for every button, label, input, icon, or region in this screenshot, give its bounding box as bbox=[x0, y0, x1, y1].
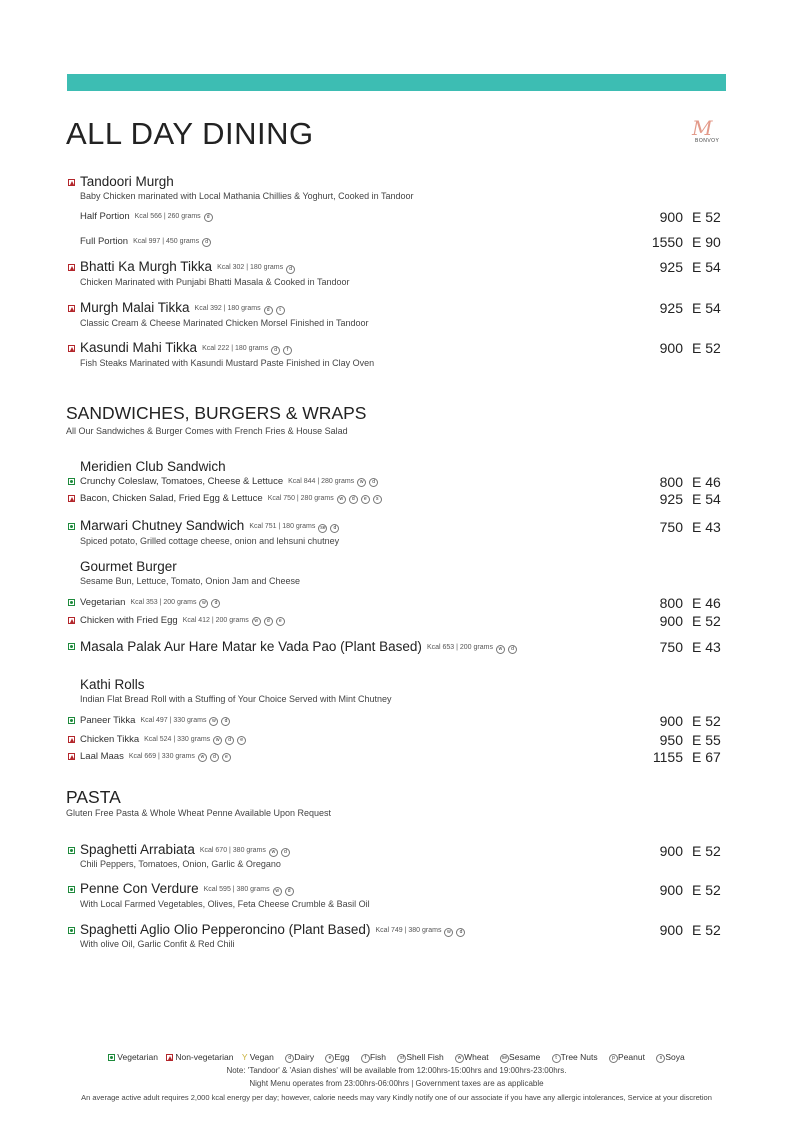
item-desc: Classic Cream & Cheese Marinated Chicken Morsel Finished in Tandoor bbox=[80, 318, 369, 328]
veg-icon bbox=[68, 927, 75, 934]
legend-label: Wheat bbox=[464, 1052, 489, 1062]
veg-icon bbox=[68, 886, 75, 893]
option-name: Laal Maas bbox=[80, 751, 124, 762]
non-veg-icon bbox=[68, 736, 75, 743]
header-accent-bar bbox=[67, 74, 726, 91]
wheat-icon: w bbox=[273, 887, 282, 896]
item-name: Marwari Chutney Sandwich bbox=[80, 518, 245, 533]
dairy-icon: d bbox=[369, 478, 378, 487]
kcal-info: Kcal 524 | 330 grams bbox=[144, 736, 211, 743]
option-name: Full Portion bbox=[80, 236, 129, 247]
legend-label: Tree Nuts bbox=[560, 1052, 598, 1062]
veg-icon bbox=[68, 847, 75, 854]
kcal-info: Kcal 222 | 180 grams bbox=[202, 345, 269, 352]
dairy-icon: d bbox=[221, 717, 230, 726]
item-name: Bhatti Ka Murgh Tikka bbox=[80, 259, 213, 274]
kcal-info: Kcal 497 | 330 grams bbox=[140, 717, 207, 724]
legend-label: Shell Fish bbox=[406, 1052, 444, 1062]
egg-icon: e bbox=[222, 753, 231, 762]
option-name: Chicken Tikka bbox=[80, 734, 140, 745]
item-name-row bbox=[80, 842, 290, 857]
price-eur: E 54 bbox=[692, 300, 721, 316]
wheat-icon: w bbox=[337, 495, 346, 504]
price-eur: E 52 bbox=[692, 922, 721, 938]
price-inr: 750 bbox=[659, 519, 683, 535]
price-inr: 900 bbox=[659, 882, 683, 898]
section-title: SANDWICHES, BURGERS & WRAPS bbox=[66, 403, 367, 423]
kcal-info: Kcal 302 | 180 grams bbox=[217, 264, 284, 271]
tree-nuts-icon: t bbox=[552, 1054, 561, 1063]
dairy-icon: d bbox=[210, 753, 219, 762]
item-name-row bbox=[80, 922, 465, 937]
price-inr: 900 bbox=[659, 922, 683, 938]
veg-icon bbox=[68, 599, 75, 606]
non-veg-icon bbox=[166, 1054, 173, 1061]
price-inr: 900 bbox=[659, 340, 683, 356]
option-name: Bacon, Chicken Salad, Fried Egg & Lettuce bbox=[80, 493, 263, 504]
item-name: Gourmet Burger bbox=[80, 559, 177, 574]
dairy-icon: d bbox=[202, 238, 211, 247]
dietary-legend bbox=[0, 1052, 793, 1063]
legend-label: Dairy bbox=[294, 1052, 315, 1062]
kcal-info: Kcal 595 | 380 grams bbox=[203, 886, 270, 893]
price-inr: 750 bbox=[659, 639, 683, 655]
dairy-icon: d bbox=[204, 213, 213, 222]
veg-icon bbox=[68, 523, 75, 530]
kcal-info: Kcal 669 | 330 grams bbox=[128, 753, 195, 760]
kcal-info: Kcal 412 | 200 grams bbox=[182, 617, 249, 624]
veg-icon bbox=[108, 1054, 115, 1061]
veg-icon bbox=[68, 478, 75, 485]
dairy-icon: d bbox=[456, 928, 465, 937]
price-eur: E 52 bbox=[692, 340, 721, 356]
dairy-icon: d bbox=[211, 599, 220, 608]
wheat-icon: w bbox=[496, 645, 505, 654]
sesame-icon: se bbox=[320, 525, 326, 531]
price-eur: E 52 bbox=[692, 713, 721, 729]
item-name: Spaghetti Aglio Olio Pepperoncino (Plant Based) bbox=[80, 922, 371, 937]
kcal-info: Kcal 353 | 200 grams bbox=[130, 599, 197, 606]
wheat-icon: w bbox=[199, 599, 208, 608]
price-eur: E 43 bbox=[692, 519, 721, 535]
item-desc: With Local Farmed Vegetables, Olives, Feta Cheese Crumble & Basil Oil bbox=[80, 899, 370, 909]
item-desc: Sesame Bun, Lettuce, Tomato, Onion Jam and Cheese bbox=[80, 576, 300, 586]
item-name: Penne Con Verdure bbox=[80, 881, 199, 896]
legend-label: Vegetarian bbox=[117, 1052, 158, 1062]
legend-label: Egg bbox=[334, 1052, 350, 1062]
wheat-icon: w bbox=[213, 736, 222, 745]
dairy-icon: d bbox=[508, 645, 517, 654]
option-row bbox=[80, 734, 246, 745]
wheat-icon: w bbox=[455, 1054, 464, 1063]
price-eur: E 54 bbox=[692, 259, 721, 275]
item-desc: Baby Chicken marinated with Local Mathania Chillies & Yoghurt, Cooked in Tandoor bbox=[80, 191, 414, 201]
legend-label: Non-vegetarian bbox=[175, 1052, 234, 1062]
price-eur: E 52 bbox=[692, 209, 721, 225]
peanut-icon: p bbox=[609, 1054, 618, 1063]
kcal-info: Kcal 751 | 180 grams bbox=[249, 523, 316, 530]
egg-icon: e bbox=[325, 1054, 334, 1063]
option-name: Half Portion bbox=[80, 211, 130, 222]
item-desc: Indian Flat Bread Roll with a Stuffing of Your Choice Served with Mint Chutney bbox=[80, 694, 392, 704]
dairy-icon: d bbox=[330, 524, 339, 533]
wheat-icon: w bbox=[198, 753, 207, 762]
dairy-icon: d bbox=[285, 1054, 294, 1063]
item-desc: Chili Peppers, Tomatoes, Onion, Garlic & Oregano bbox=[80, 859, 281, 869]
dairy-icon: d bbox=[264, 617, 273, 626]
item-desc: Chicken Marinated with Punjabi Bhatti Masala & Cooked in Tandoor bbox=[80, 277, 350, 287]
kcal-info: Kcal 749 | 380 grams bbox=[375, 927, 442, 934]
price-inr: 900 bbox=[659, 713, 683, 729]
non-veg-icon bbox=[68, 495, 75, 502]
price-inr: 1550 bbox=[651, 234, 683, 250]
sesame-icon: se bbox=[501, 1055, 508, 1061]
tree-nuts-icon: t bbox=[276, 306, 285, 315]
option-row bbox=[80, 615, 285, 626]
kcal-info: Kcal 392 | 180 grams bbox=[194, 305, 261, 312]
price-eur: E 90 bbox=[692, 234, 721, 250]
legend-label: Sesame bbox=[509, 1052, 541, 1062]
dairy-icon: d bbox=[281, 848, 290, 857]
item-name: Meridien Club Sandwich bbox=[80, 459, 226, 474]
note-line: Note: 'Tandoor' & 'Asian dishes' will be available from 12:00hrs-15:00hrs and 19:00hrs-23:00hrs. bbox=[226, 1066, 567, 1075]
item-desc: Spiced potato, Grilled cottage cheese, onion and lehsuni chutney bbox=[80, 536, 340, 546]
option-row bbox=[80, 597, 220, 608]
item-name: Masala Palak Aur Hare Matar ke Vada Pao (Plant Based) bbox=[80, 639, 422, 654]
item-name-row bbox=[80, 300, 285, 315]
non-veg-icon bbox=[68, 305, 75, 312]
price-eur: E 52 bbox=[692, 882, 721, 898]
price-eur: E 43 bbox=[692, 639, 721, 655]
option-row bbox=[80, 211, 213, 222]
item-name: Kasundi Mahi Tikka bbox=[80, 340, 198, 355]
page-title: ALL DAY DINING bbox=[66, 116, 314, 151]
price-inr: 800 bbox=[659, 474, 683, 490]
egg-icon: e bbox=[361, 495, 370, 504]
legend-label: Fish bbox=[369, 1052, 387, 1062]
price-eur: E 54 bbox=[692, 491, 721, 507]
option-row bbox=[80, 476, 378, 487]
vegan-icon: Y bbox=[241, 1052, 248, 1062]
dairy-icon: d bbox=[285, 887, 294, 896]
price-inr: 1155 bbox=[652, 749, 683, 765]
fish-icon: f bbox=[361, 1054, 370, 1063]
option-name: Crunchy Coleslaw, Tomatoes, Cheese & Lettuce bbox=[80, 476, 284, 487]
option-name: Paneer Tikka bbox=[80, 715, 136, 726]
dairy-icon: d bbox=[271, 346, 280, 355]
dairy-icon: d bbox=[286, 265, 295, 274]
price-inr: 925 bbox=[659, 259, 683, 275]
veg-icon bbox=[68, 717, 75, 724]
kcal-info: Kcal 566 | 260 grams bbox=[134, 213, 201, 220]
option-name: Chicken with Fried Egg bbox=[80, 615, 178, 626]
item-name: Spaghetti Arrabiata bbox=[80, 842, 195, 857]
price-inr: 900 bbox=[659, 843, 683, 859]
legend-label: Vegan bbox=[249, 1052, 274, 1062]
legend-label: Peanut bbox=[618, 1052, 645, 1062]
option-name: Vegetarian bbox=[80, 597, 126, 608]
dairy-icon: d bbox=[264, 306, 273, 315]
soya-icon: s bbox=[373, 495, 382, 504]
wheat-icon: w bbox=[357, 478, 366, 487]
section-title: PASTA bbox=[66, 787, 121, 807]
item-desc: Fish Steaks Marinated with Kasundi Mustard Paste Finished in Clay Oven bbox=[80, 358, 375, 368]
item-desc: With olive Oil, Garlic Confit & Red Chili bbox=[80, 939, 235, 949]
bonvoy-logo bbox=[688, 116, 728, 148]
logo-brand: BONVOY bbox=[695, 138, 720, 144]
option-row bbox=[80, 751, 231, 762]
section-subtitle: All Our Sandwiches & Burger Comes with French Fries & House Salad bbox=[66, 426, 348, 436]
non-veg-icon bbox=[68, 753, 75, 760]
section-subtitle: Gluten Free Pasta & Whole Wheat Penne Available Upon Request bbox=[66, 808, 331, 818]
price-eur: E 46 bbox=[692, 474, 721, 490]
legend-label: Soya bbox=[665, 1052, 685, 1062]
kcal-info: Kcal 653 | 200 grams bbox=[426, 644, 493, 651]
price-inr: 800 bbox=[659, 595, 683, 611]
shell-fish-icon: sf bbox=[397, 1054, 406, 1063]
item-name: Tandoori Murgh bbox=[80, 174, 174, 189]
non-veg-icon bbox=[68, 617, 75, 624]
non-veg-icon bbox=[68, 345, 75, 352]
logo-script: M bbox=[692, 116, 713, 140]
price-eur: E 67 bbox=[692, 749, 721, 765]
soya-icon: s bbox=[656, 1054, 665, 1063]
note-line: Night Menu operates from 23:00hrs-06:00hrs | Government taxes are as applicable bbox=[249, 1079, 544, 1088]
item-name: Murgh Malai Tikka bbox=[80, 300, 190, 315]
wheat-icon: w bbox=[209, 717, 218, 726]
price-eur: E 52 bbox=[692, 613, 721, 629]
egg-icon: e bbox=[276, 617, 285, 626]
price-inr: 900 bbox=[659, 613, 683, 629]
kcal-info: Kcal 997 | 450 grams bbox=[133, 238, 200, 245]
note-line: An average active adult requires 2,000 kcal energy per day; however, calorie needs may vary Kindly notify one of our associate if you have any allergic intolerances, Service at your discretion bbox=[81, 1093, 712, 1102]
kcal-info: Kcal 670 | 380 grams bbox=[199, 847, 266, 854]
item-name-row bbox=[80, 639, 517, 654]
item-name-row bbox=[80, 518, 339, 533]
item-name-row bbox=[80, 259, 295, 274]
dairy-icon: d bbox=[349, 495, 358, 504]
price-eur: E 52 bbox=[692, 843, 721, 859]
dairy-icon: d bbox=[225, 736, 234, 745]
wheat-icon: w bbox=[252, 617, 261, 626]
price-inr: 900 bbox=[659, 209, 683, 225]
option-row bbox=[80, 715, 230, 726]
item-name: Kathi Rolls bbox=[80, 677, 145, 692]
price-inr: 925 bbox=[659, 491, 683, 507]
veg-icon bbox=[68, 643, 75, 650]
option-row bbox=[80, 236, 211, 247]
price-inr: 925 bbox=[659, 300, 683, 316]
option-row bbox=[80, 493, 382, 504]
kcal-info: Kcal 750 | 280 grams bbox=[267, 495, 334, 502]
non-veg-icon bbox=[68, 179, 75, 186]
item-name-row bbox=[80, 881, 294, 896]
non-veg-icon bbox=[68, 264, 75, 271]
wheat-icon: w bbox=[444, 928, 453, 937]
fish-icon: f bbox=[283, 346, 292, 355]
egg-icon: e bbox=[237, 736, 246, 745]
wheat-icon: w bbox=[269, 848, 278, 857]
item-name-row bbox=[80, 340, 292, 355]
price-eur: E 55 bbox=[692, 732, 721, 748]
price-inr: 950 bbox=[659, 732, 683, 748]
price-eur: E 46 bbox=[692, 595, 721, 611]
kcal-info: Kcal 844 | 280 grams bbox=[288, 478, 355, 485]
